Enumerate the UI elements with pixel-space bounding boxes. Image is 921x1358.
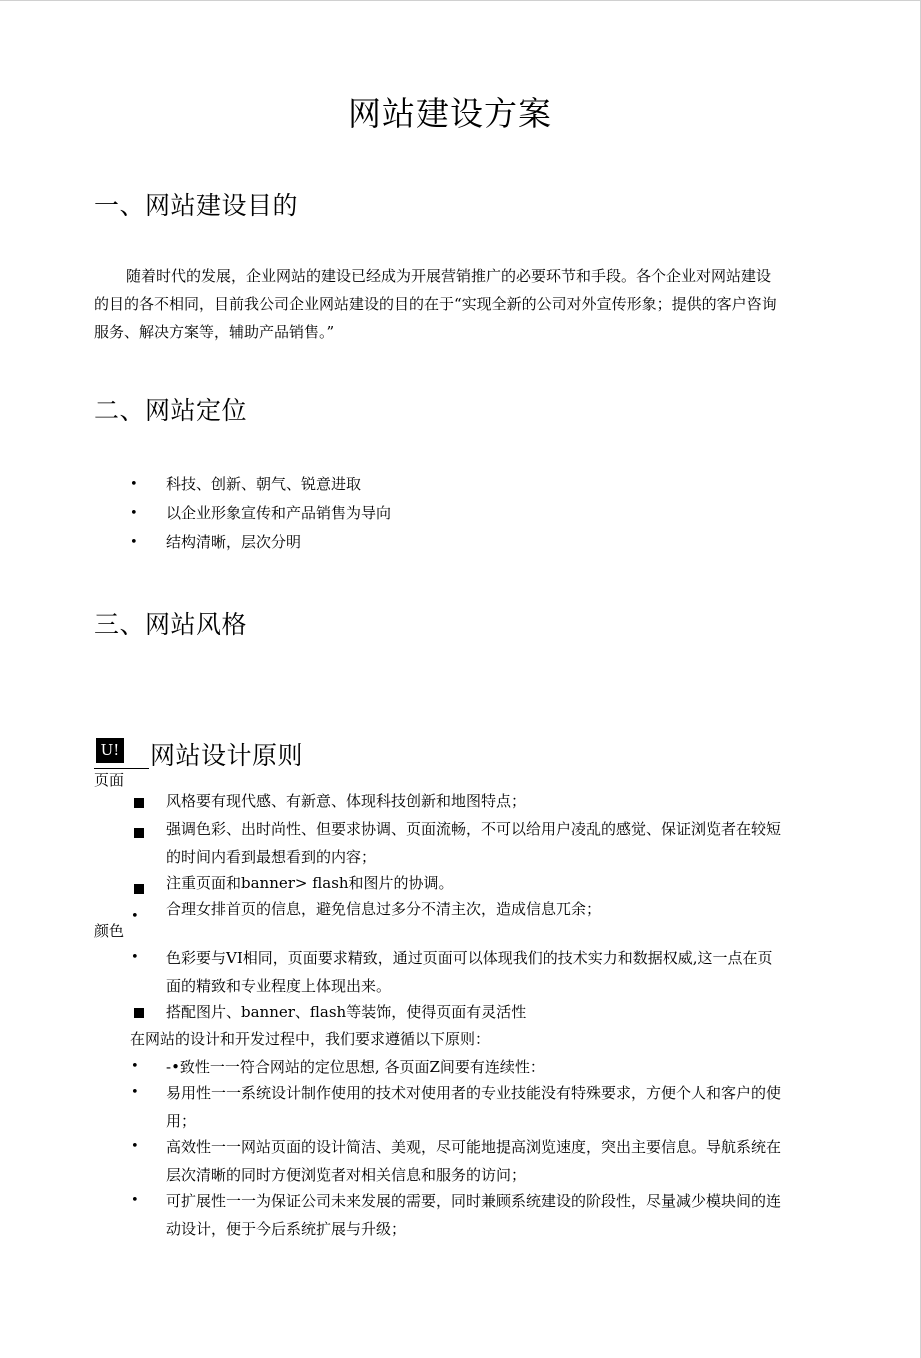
principle-1: -•致性一一符合网站的定位思想, 各页面Z间要有连续性： [166,1058,545,1076]
bullet-icon: • [131,1139,139,1154]
page-item-1: 风格要有现代感、有新意、体现科技创新和地图特点； [166,792,527,810]
page-label: 页面 [94,771,125,789]
positioning-list [94,470,391,557]
page-top-border [0,0,921,1]
color-label: 颜色 [94,922,125,940]
page-item-3: 注重页面和banner> flash和图片的协调。 [166,874,454,892]
bullet-icon: • [130,535,138,550]
square-bullet-icon [134,1008,144,1018]
list-item: • 科技、创新、朝气、锐意进取 [94,470,391,499]
page-item-2: 强调色彩、出时尚性、但要求协调、页面流畅，不可以给用户凌乱的感觉、保证浏览者在较短的时间内看到最想看到的内容； [166,820,782,866]
bullet-icon: • [131,1059,139,1074]
bullet-icon: • [130,477,138,492]
bullet-icon: • [130,506,138,521]
section-number-badge: U! [96,738,124,763]
section-heading-style: 三、网站风格 [94,610,248,639]
principles-intro: 在网站的设计和开发过程中，我们要求遵循以下原则： [130,1030,491,1048]
square-bullet-icon [134,828,144,838]
section-heading-principles: 网站设计原则 [150,741,304,770]
principle-3: 高效性一一网站页面的设计简洁、美观，尽可能地提高浏览速度，突出主要信息。导航系统在层次清晰的同时方便浏览者对相关信息和服务的访问； [166,1138,782,1184]
document-title: 网站建设方案 [348,94,552,133]
color-item-2: 搭配图片、banner、flash等装饰，使得页面有灵活性 [166,1003,527,1021]
bullet-icon: • [131,1193,139,1208]
square-bullet-icon [134,884,144,894]
list-item: • 结构清晰，层次分明 [94,528,391,557]
bullet-icon: • [131,1085,139,1100]
page-item-4: 合理女排首页的信息，避免信息过多分不清主次，造成信息兀余； [166,900,602,918]
purpose-paragraph: 随着时代的发展，企业网站的建设已经成为开展营销推广的必要环节和手段。各个企业对网站建设的目的各不相同，目前我公司企业网站建设的目的在于“实现全新的公司对外宣传形象；提供的客户咨询服务、解决方案等，辅助产品销售。” [94,267,777,341]
principle-4: 可扩展性一一为保证公司未来发展的需要，同时兼顾系统建设的阶段性，尽量减少模块间的连动设计，便于今后系统扩展与升级； [166,1192,782,1238]
section-heading-positioning: 二、网站定位 [94,396,248,425]
color-item-1: 色彩要与VI相同，页面要求精致，通过页面可以体现我们的技术实力和数据权威,这一点在页面的精致和专业程度上体现出来。 [166,949,773,995]
list-item: • 以企业形象宣传和产品销售为导向 [94,499,391,528]
bullet-icon: • [131,950,139,965]
section-heading-purpose: 一、网站建设目的 [94,191,299,220]
square-bullet-icon [134,798,144,808]
bullet-icon: • [131,909,139,924]
principle-2: 易用性一一系统设计制作使用的技术对使用者的专业技能没有特殊要求，方便个人和客户的使用； [166,1084,782,1130]
